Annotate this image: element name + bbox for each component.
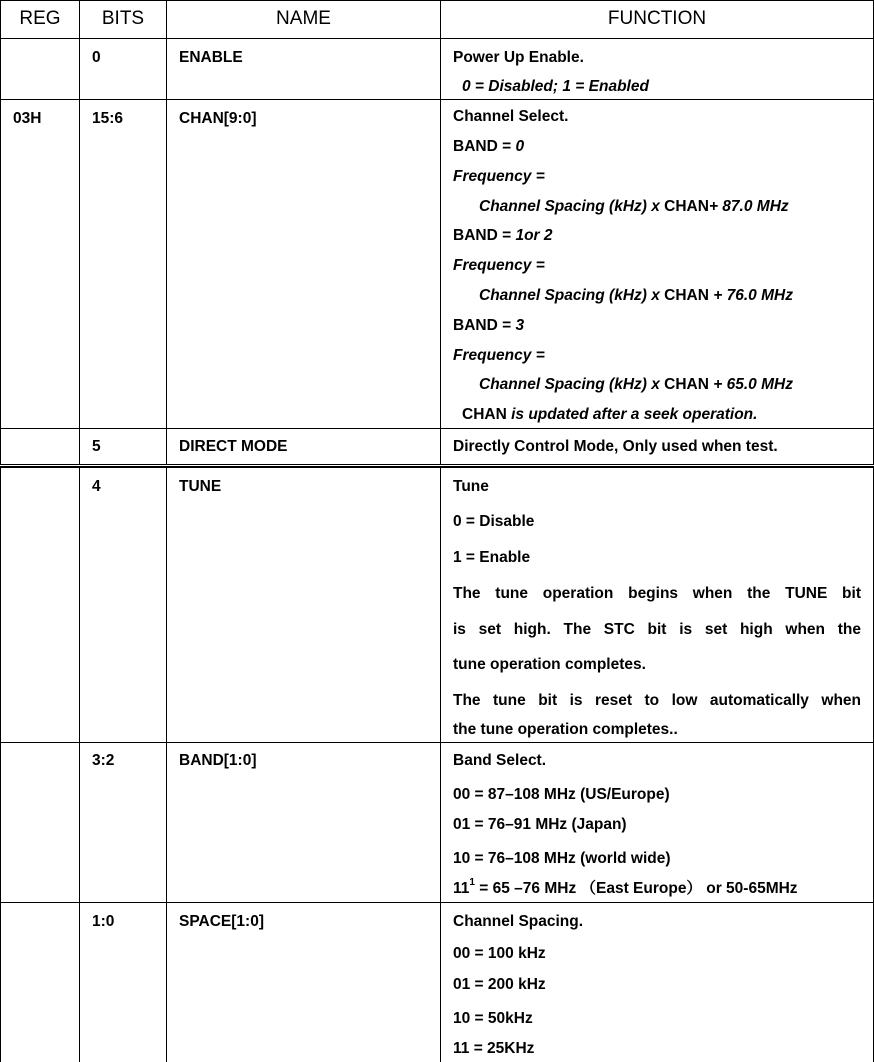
row-tune-name: TUNE: [166, 467, 440, 742]
row-enable-name: ENABLE: [166, 38, 440, 99]
row-direct-mode-bits: 5: [79, 428, 166, 466]
header-name: NAME: [166, 0, 440, 38]
row-space-reg: [0, 902, 79, 1062]
row-direct-mode-reg: [0, 428, 79, 466]
header-reg: REG: [0, 0, 79, 38]
row-band-function: Band Select. 00 = 87–108 MHz (US/Europe) 01 = 76–91 MHz (Japan) 10 = 76–108 MHz (world wide) $11^1 = 65$ –76 MHz （East Europe） or 50-65MHz: [440, 742, 874, 902]
row-space-function: Channel Spacing. 00 = 100 kHz 01 = 200 kHz 10 = 50kHz 11 = 25KHz: [440, 902, 874, 1062]
row-band-bits: 3:2: [79, 742, 166, 902]
row-band-reg: [0, 742, 79, 902]
row-space-name: SPACE[1:0]: [166, 902, 440, 1062]
tune-desc-line-1: The tune operation begins when the TUNE bit: [453, 585, 861, 602]
tune-desc-line-2: is set high. The STC bit is set high when the: [453, 621, 861, 638]
row-enable-function: Power Up Enable. 0 = Disabled; 1 = Enabled: [440, 38, 874, 99]
row-enable-bits: 0: [79, 38, 166, 99]
row-tune-bits: 4: [79, 467, 166, 742]
row-band-name: BAND[1:0]: [166, 742, 440, 902]
row-chan-name: CHAN[9:0]: [166, 99, 440, 428]
row-chan-bits: 15:6: [79, 99, 166, 428]
tune-desc-line-4: The tune bit is reset to low automatically when: [453, 692, 861, 709]
row-direct-mode-name: DIRECT MODE: [166, 428, 440, 466]
row-space-bits: 1:0: [79, 902, 166, 1062]
header-bits: BITS: [79, 0, 166, 38]
row-chan-function: Channel Select. BAND = 0 Frequency = Channel Spacing (kHz) x CHAN+ 87.0 MHz BAND = 1or 2 Frequency = Channel Spacing (kHz) x CHAN + 76.0 MHz BAND = 3 Frequency = Channel Spacing (kHz) x CHAN + 65.0 MHz CHAN is updated after a seek operation.: [440, 99, 874, 428]
header-function: FUNCTION: [440, 0, 874, 38]
row-tune-function: Tune 0 = Disable 1 = Enable The tune operation begins when the TUNE bit is set high. The STC bit is set high when the tune operation completes. The tune bit is reset to low automatically when the tune operation completes..: [440, 467, 874, 742]
row-direct-mode-function: Directly Control Mode, Only used when test.: [440, 428, 874, 466]
row-tune-reg: [0, 467, 79, 742]
row-enable-reg: [0, 38, 79, 99]
row-chan-reg: 03H: [0, 99, 79, 428]
